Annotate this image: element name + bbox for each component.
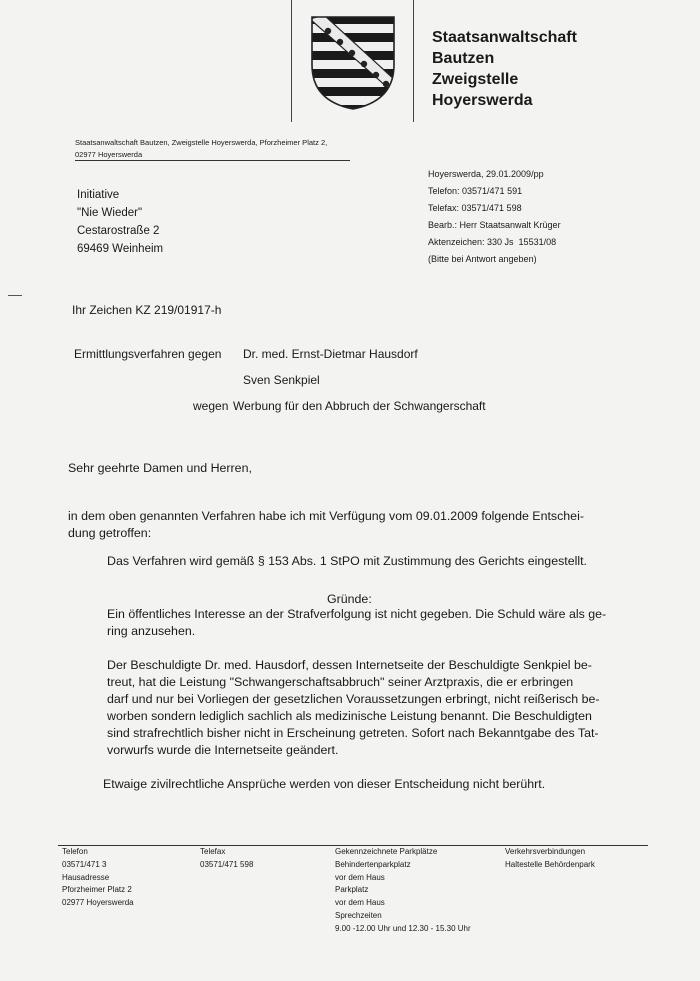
footer-col-transport (505, 846, 595, 872)
authority-name (432, 27, 577, 111)
reasons-line: treut, hat die Leistung "Schwangerschaftsabbruch" seiner Arztpraxis, die er erbringen (107, 675, 574, 689)
reasons-line: ring anzusehen. (107, 624, 196, 638)
sender-underline (75, 160, 350, 161)
recipient-address (77, 186, 163, 258)
salutation: Sehr geehrte Damen und Herren, (68, 461, 252, 475)
recipient-line: Initiative (77, 189, 120, 201)
footer-text: 03571/471 3 (62, 859, 107, 869)
footer-text: Gekennzeichnete Parkplätze (335, 847, 438, 856)
authority-line: Bautzen (432, 50, 495, 67)
saxony-coat-of-arms-icon (310, 15, 396, 111)
reasons-line: vorwurfs wurde die Internetseite geändert. (107, 743, 339, 757)
recipient-line: 69469 Weinheim (77, 243, 164, 255)
footer-text: Telefax (200, 847, 226, 856)
subject-charge-label: wegen (193, 399, 229, 413)
reasons-paragraph-1 (107, 606, 606, 640)
reasons-line: Der Beschuldigte Dr. med. Hausdorf, dessen Internetseite der Beschuldigte Senkpiel be- (107, 658, 592, 672)
footer-col-parking-hours (335, 846, 471, 936)
sender-return-line: Staatsanwaltschaft Bautzen, Zweigstelle Hoyerswerda, Pforzheimer Platz 2, 02977 Hoyerswerda (75, 138, 328, 159)
subject-accused-1: Dr. med. Ernst-Dietmar Hausdorf (243, 347, 418, 361)
fold-mark (8, 295, 22, 296)
decision-statement: Das Verfahren wird gemäß § 153 Abs. 1 StPO mit Zustimmung des Gerichts eingestellt. (107, 554, 588, 568)
recipient-line: Cestarostraße 2 (77, 225, 160, 237)
footer-text: 9.00 -12.00 Uhr und 12.30 - 15.30 Uhr (335, 923, 471, 933)
footer-col-phone-address (62, 846, 134, 910)
meta-clerk: Bearb.: Herr Staatsanwalt Krüger (428, 220, 561, 230)
meta-date: Hoyerswerda, 29.01.2009/pp (428, 169, 544, 179)
footer-text: Haltestelle Behördenpark (505, 859, 595, 869)
intro-line: in dem oben genannten Verfahren habe ich mit Verfügung vom 09.01.2009 folgende Entschei- (68, 509, 584, 523)
footer-text: Telefon (62, 847, 88, 856)
reasons-line: Ein öffentliches Interesse an der Strafverfolgung ist nicht gegeben. Die Schuld wäre als ge- (107, 607, 607, 621)
footer-text: vor dem Haus (335, 898, 385, 908)
meta-phone: Telefon: 03571/471 591 (428, 186, 523, 196)
subject-accused-2: Sven Senkpiel (243, 373, 320, 387)
authority-line: Staatsanwaltschaft (432, 29, 577, 46)
footer-text: Pforzheimer Platz 2 (62, 885, 132, 895)
footer-col-fax (200, 846, 253, 872)
closing-statement: Etwaige zivilrechtliche Ansprüche werden von dieser Entscheidung nicht berührt. (103, 777, 546, 791)
reasons-paragraph-2 (107, 657, 599, 759)
letter-meta-block (428, 166, 561, 268)
footer-text: Parkplatz (335, 885, 369, 895)
reasons-line: worben sondern lediglich sachlich als medizinische Leistung benannt. Die Beschuldigten (107, 709, 592, 723)
footer-text: 02977 Hoyerswerda (62, 898, 134, 908)
reasons-heading: Gründe: (327, 592, 372, 606)
recipient-line: "Nie Wieder" (77, 207, 143, 219)
meta-file-number: Aktenzeichen: 330 Js 15531/08 (428, 237, 557, 247)
footer-text: Sprechzeiten (335, 910, 382, 920)
footer-text: Behindertenparkplatz (335, 859, 411, 869)
intro-paragraph (68, 508, 584, 542)
reasons-line: sind strafrechtlich bisher nicht in Erscheinung getreten. Sofort nach Bekanntgabe des Tat- (107, 726, 599, 740)
meta-note: (Bitte bei Antwort angeben) (428, 254, 537, 264)
reference-line: Ihr Zeichen KZ 219/01917-h (72, 303, 222, 317)
authority-line: Hoyerswerda (432, 92, 533, 109)
footer-text: 03571/471 598 (200, 859, 254, 869)
letterhead-divider-right (413, 0, 414, 122)
subject-label: Ermittlungsverfahren gegen (74, 347, 222, 361)
footer-text: vor dem Haus (335, 872, 385, 882)
footer-text: Hausadresse (62, 872, 110, 882)
authority-line: Zweigstelle (432, 71, 519, 88)
footer-text: Verkehrsverbindungen (505, 847, 586, 856)
letterhead-divider-left (291, 0, 292, 122)
meta-fax: Telefax: 03571/471 598 (428, 203, 522, 213)
intro-line: dung getroffen: (68, 526, 152, 540)
subject-charge: Werbung für den Abbruch der Schwangerschaft (233, 399, 486, 413)
reasons-line: darf und nur bei Vorliegen der gesetzlichen Voraussetzungen erbringt, nicht reißerisch be- (107, 692, 600, 706)
